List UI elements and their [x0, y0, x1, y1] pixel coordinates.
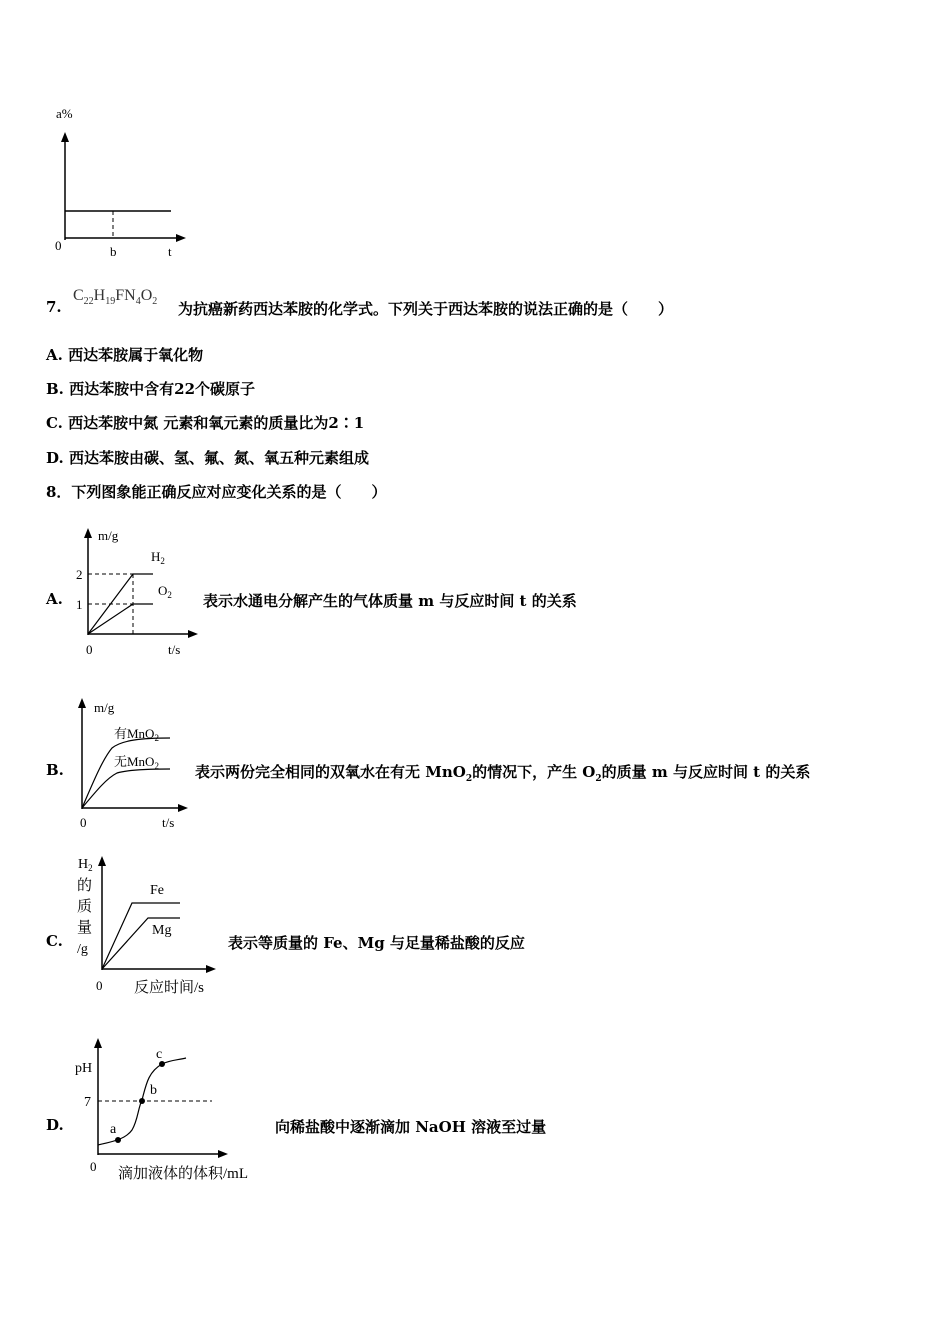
q8-d-point-b: b: [150, 1083, 157, 1098]
q8-b-graph: [62, 690, 202, 835]
q8-d-y-label: pH: [75, 1061, 93, 1076]
q7-option-d: D. 西达苯胺由碳、氢、氟、氮、氧五种元素组成: [46, 449, 369, 467]
q8-a-series-h2: $H_2$: [151, 549, 165, 566]
q8-c-graph: [72, 850, 232, 1000]
q8-stem: 8．下列图象能正确反应对应变化关系的是（ ）: [46, 483, 387, 501]
q8-b-origin: 0: [80, 815, 87, 830]
q7-formula: $C_{22}H_{19}FN_4O_2$: [73, 287, 158, 308]
q7-option-b: B. 西达苯胺中含有22个碳原子: [46, 380, 256, 398]
q8-c-y-label-unit: /g: [77, 942, 88, 957]
q8-d-point-c: c: [156, 1047, 163, 1062]
q8-d-origin: 0: [90, 1159, 97, 1174]
q8-option-d-letter: D.: [46, 1116, 64, 1134]
q8-option-d-desc: 向稀盐酸中逐渐滴加 NaOH 溶液至过量: [275, 1118, 547, 1136]
q8-c-origin: 0: [96, 978, 103, 993]
q7-option-c: C. 西达苯胺中氮 元素和氧元素的质量比为2∶1: [46, 414, 365, 432]
q8-option-a-letter: A.: [46, 590, 63, 608]
q8-option-a-desc: 表示水通电分解产生的气体质量 m 与反应时间 t 的关系: [203, 592, 577, 610]
q7-number: 7.: [46, 298, 62, 316]
q8-a-y-label: m/g: [98, 528, 119, 543]
top-graph-x-label: t: [168, 244, 172, 259]
q8-b-y-label: m/g: [94, 700, 115, 715]
q8-b-series-with: 有MnO$_2$: [114, 726, 159, 743]
q8-option-c-desc: 表示等质量的 Fe、Mg 与足量稀盐酸的反应: [228, 934, 525, 952]
q8-c-y-label-liang: 量: [77, 920, 93, 936]
q8-a-tick-1: 1: [76, 597, 83, 612]
q8-option-b-desc: 表示两份完全相同的双氧水在有无 MnO$_2$的情况下，产生 $O_2$的质量 m 与反应时间 t 的关系: [195, 763, 811, 784]
q8-a-tick-2: 2: [76, 567, 83, 582]
q8-a-origin: 0: [86, 642, 93, 657]
q8-a-series-o2: $O_2$: [158, 583, 172, 600]
q7-option-a: A. 西达苯胺属于氧化物: [46, 346, 204, 364]
q8-d-tick-7: 7: [84, 1095, 91, 1110]
q8-c-series-fe: Fe: [150, 883, 164, 898]
q8-b-series-without: 无MnO$_2$: [114, 754, 159, 771]
top-graph-origin: 0: [55, 238, 62, 253]
q8-option-c-letter: C.: [46, 932, 63, 950]
top-graph-y-label: a%: [56, 106, 73, 121]
q8-a-graph: [68, 518, 208, 663]
q8-b-x-label: t/s: [162, 815, 175, 830]
q8-d-x-label: 滴加液体的体积/mL: [118, 1166, 248, 1182]
q8-c-series-mg: Mg: [152, 923, 172, 938]
top-graph: [40, 100, 200, 265]
q8-c-y-label-zhi: 质: [77, 899, 93, 915]
q8-option-b-letter: B.: [46, 761, 64, 779]
q8-c-y-label-h2: $H_2$: [78, 857, 93, 873]
q8-d-point-a: a: [110, 1122, 117, 1137]
q8-d-graph: [70, 1030, 280, 1190]
q8-c-y-label-de: 的: [77, 878, 93, 894]
q8-c-x-label: 反应时间/s: [134, 980, 205, 996]
top-graph-x-mark: b: [110, 244, 117, 259]
q8-a-x-label: t/s: [168, 642, 181, 657]
q7-stem: 为抗癌新药西达苯胺的化学式。下列关于西达苯胺的说法正确的是（ ）: [178, 300, 674, 318]
